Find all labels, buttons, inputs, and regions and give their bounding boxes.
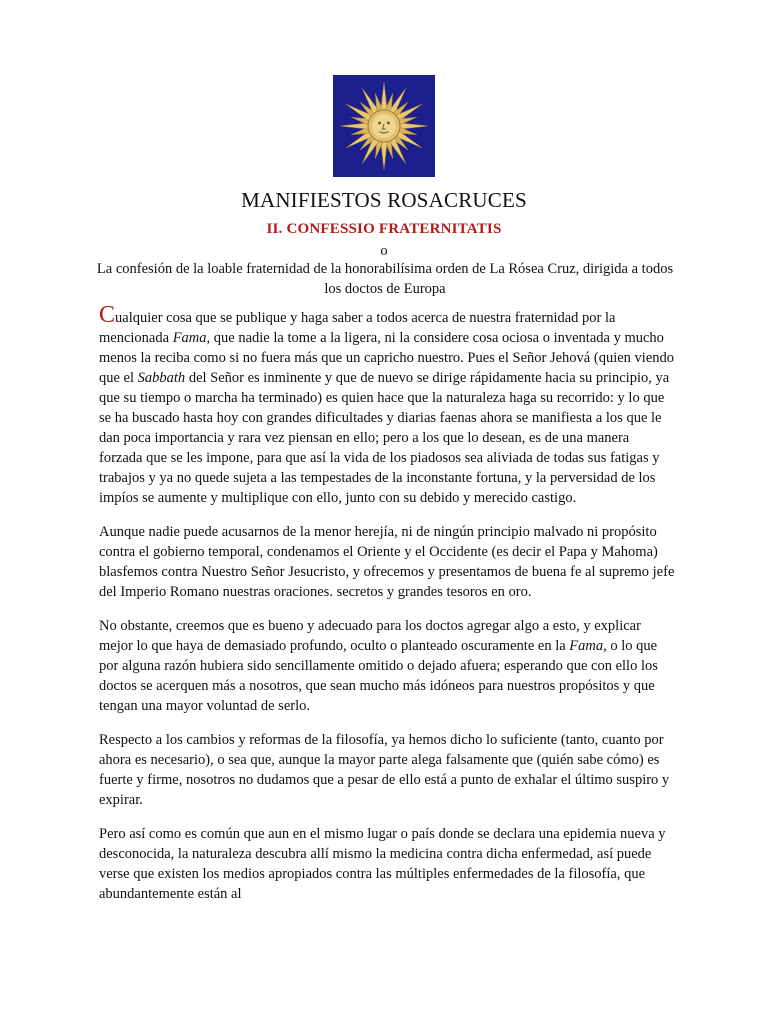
paragraph-text: del Señor es inminente y que de nuevo se dirige rápidamente hacia su principio, ya que su tiempo o marcha ha terminado) es quien hace que la naturaleza haga su recorrido: y lo que se ha buscado hasta hoy con grandes dificultades y diarias faenas ahora se manifiesta a los que le dan poca importancia y rara vez piensan en ello; pero a los que lo desean, es de una manera forzada que se les impone, para que así la vida de los piadosos sea aliviada de todas sus fatigas y trabajos y ya no quede sujeta a las tempestades de la inconstante fortuna, y la perversidad de los impíos se aumente y multiplique con ello, junto con su debido y merecido castigo. — [99, 370, 670, 506]
italic-term-sabbath: Sabbath — [137, 370, 186, 386]
sun-face-icon — [333, 75, 435, 177]
drop-cap: C — [99, 302, 116, 328]
paragraph-3 — [99, 616, 675, 716]
italic-term-fama: Fama — [172, 330, 207, 346]
paragraph-text: No obstante, creemos que es bueno y adecuado para los doctos agregar algo a esto, y explicar mejor lo que haya de demasiado profundo, oculto o planteado oscuramente en la — [99, 618, 641, 654]
paragraph-5: Pero así como es común que aun en el mismo lugar o país donde se declara una epidemia nueva y desconocida, la naturaleza descubra allí mismo la medicina contra dicha enfermedad, así puede verse que existen los medios apropiados contra las múltiples enfermedades de la filosofía, que abundantemente están al — [99, 826, 666, 902]
paragraph-text: ualquier cosa que se publique y haga saber a todos acerca de nuestra fraternidad por la mencionada — [99, 310, 616, 346]
conjunction-text: o — [380, 243, 388, 259]
paragraph-2: Aunque nadie puede acusarnos de la menor herejía, ni de ningún principio malvado ni propósito contra el gobierno temporal, condenamos el Oriente y el Occidente (es decir el Papa y Mahoma) blasfemos contra Nuestro Señor Jesucristo, y ofrecemos y presentamos de buena fe al supremo jefe del Imperio Romano nuestras oraciones. secretos y grandes tesoros en oro. — [99, 524, 675, 600]
document-description: La confesión de la loable fraternidad de la honorabilísima orden de La Rósea Cruz, dirigida a todos los doctos de Europa — [96, 261, 674, 297]
paragraph-text: , o lo que por alguna razón hubiera sido sencillamente omitido o dejado afuera; esperando que con ello los doctos se acerquen más a nosotros, que sean mucho más idóneos para nuestros propósitos y que tengan una mayor voluntad de serlo. — [99, 638, 658, 714]
page-title: MANIFIESTOS ROSACRUCES — [241, 188, 527, 212]
document-body — [99, 302, 675, 918]
italic-term-fama: Fama — [569, 638, 604, 654]
paragraph-1 — [99, 302, 675, 508]
document-subtitle: II. CONFESSIO FRATERNITATIS — [266, 221, 502, 237]
paragraph-4: Respecto a los cambios y reformas de la filosofía, ya hemos dicho lo suficiente (tanto, cuanto por ahora es necesario), o sea que, aunque la mayor parte alega falsamente que (quién sabe cómo) es fuerte y firme, nosotros no dudamos que a pesar de ello está a punto de exhalar el último suspiro y expirar. — [99, 732, 670, 808]
paragraph-text: , que nadie la tome a la ligera, ni la considere cosa ociosa o inventada y mucho menos la reciba como si no fuera más que un capricho nuestro. Pues el Señor Jehová (quien viendo que el — [99, 330, 675, 386]
